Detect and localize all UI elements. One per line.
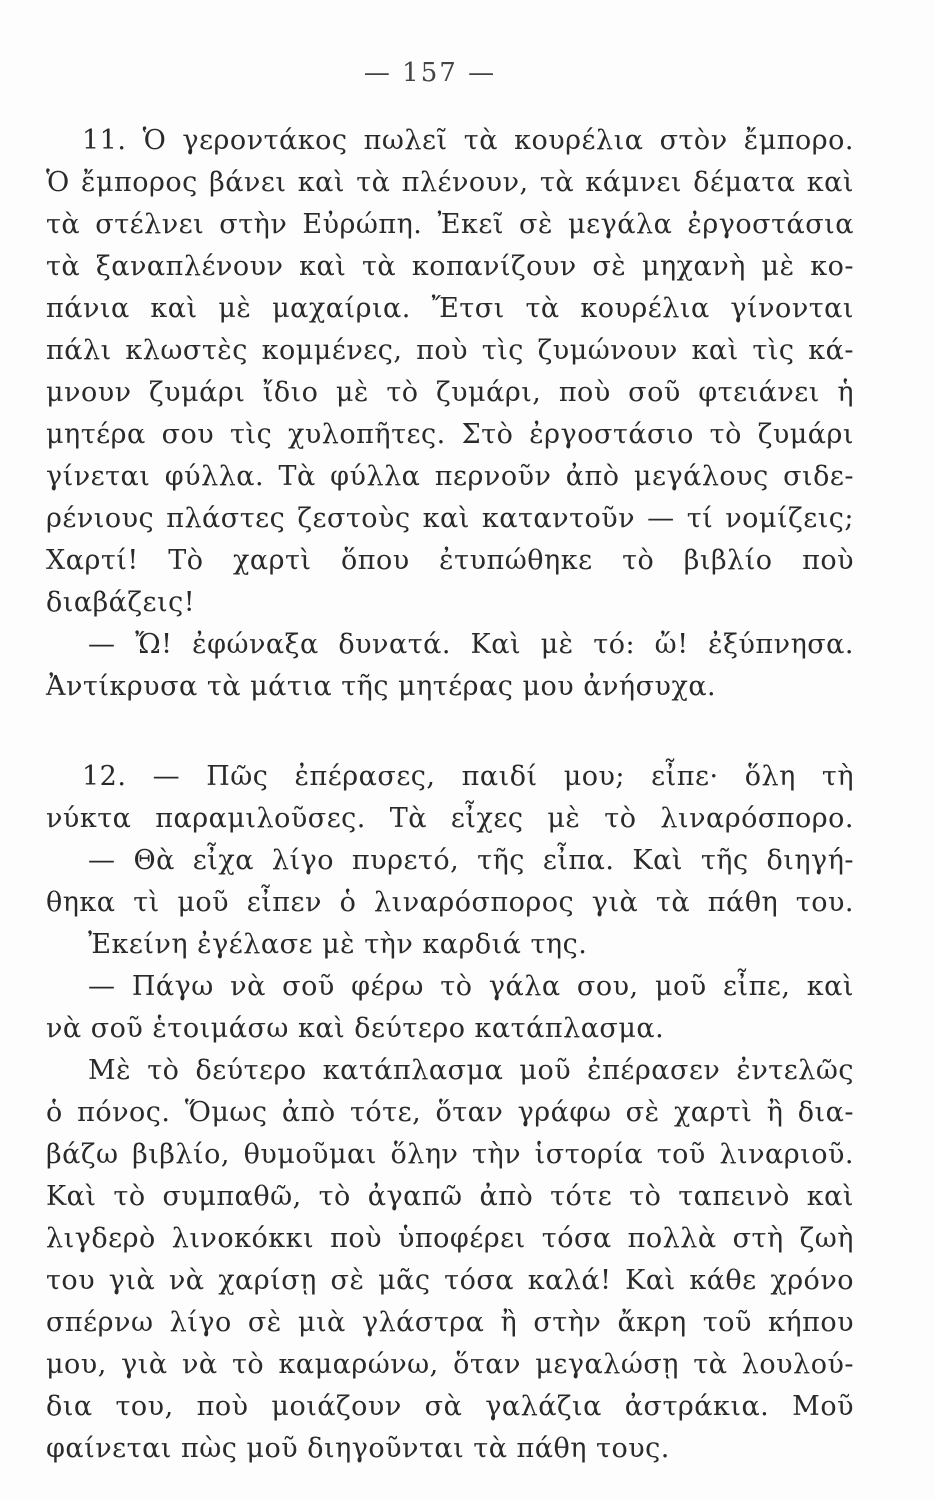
text-line: σπέρνω λίγο σὲ μιὰ γλάστρα ἢ στὴν ἄκρη τοῦ κήπου xyxy=(46,1307,854,1338)
text-line: Ἀντίκρυσα τὰ μάτια τῆς μητέρας μου ἀνήσυχα. xyxy=(46,671,717,702)
text-line: δια του, ποὺ μοιάζουν σὰ γαλάζια ἀστράκια. Μοῦ xyxy=(46,1391,854,1422)
section-11-text xyxy=(46,120,854,708)
text-line: πάλι κλωστὲς κομμένες, ποὺ τὶς ζυμώνουν καὶ τὶς κά- xyxy=(46,335,854,366)
text-line: — Θὰ εἶχα λίγο πυρετό, τῆς εἶπα. Καὶ τῆς διηγή- xyxy=(88,845,854,876)
text-line: πάνια καὶ μὲ μαχαίρια. Ἔτσι τὰ κουρέλια γίνονται xyxy=(46,293,854,324)
text-line: μητέρα σου τὶς χυλοπῆτες. Στὸ ἐργοστάσιο τὸ ζυμάρι xyxy=(46,419,854,450)
text-line: γίνεται φύλλα. Τὰ φύλλα περνοῦν ἀπὸ μεγάλους σιδε- xyxy=(46,461,854,492)
text-line: — Πάγω νὰ σοῦ φέρω τὸ γάλα σου, μοῦ εἶπε, καὶ xyxy=(88,971,854,1002)
text-line: μνουν ζυμάρι ἴδιο μὲ τὸ ζυμάρι, ποὺ σοῦ φτειάνει ἡ xyxy=(46,377,854,408)
text-line: Ἐκείνη ἐγέλασε μὲ τὴν καρδιά της. xyxy=(88,929,588,960)
text-line: ρένιους πλάστες ζεστοὺς καὶ καταντοῦν — τί νομίζεις; xyxy=(46,503,854,534)
text-line: ὁ πόνος. Ὅμως ἀπὸ τότε, ὅταν γράφω σὲ χαρτὶ ἢ δια- xyxy=(46,1097,854,1128)
text-line: — Ὤ! ἐφώναξα δυνατά. Καὶ μὲ τό: ὤ! ἐξύπνησα. xyxy=(88,629,854,660)
page-number: — 157 — xyxy=(363,58,497,88)
text-line: διαβάζεις! xyxy=(46,587,196,618)
text-line: 12. — Πῶς ἐπέρασες, παιδί μου; εἶπε· ὅλη τὴ xyxy=(82,761,854,792)
text-line: μου, γιὰ νὰ τὸ καμαρώνω, ὅταν μεγαλώσῃ τὰ λουλού- xyxy=(46,1349,854,1380)
text-line: νὰ σοῦ ἑτοιμάσω καὶ δεύτερο κατάπλασμα. xyxy=(46,1013,665,1044)
text-line: φαίνεται πὼς μοῦ διηγοῦνται τὰ πάθη τους. xyxy=(46,1433,670,1464)
text-line: Μὲ τὸ δεύτερο κατάπλασμα μοῦ ἐπέρασεν ἐντελῶς xyxy=(88,1055,854,1086)
text-line: Ὁ ἔμπορος βάνει καὶ τὰ πλένουν, τὰ κάμνει δέματα καὶ xyxy=(46,167,854,198)
text-line: Χαρτί! Τὸ χαρτὶ ὅπου ἐτυπώθηκε τὸ βιβλίο ποὺ xyxy=(46,545,854,576)
section-12-text xyxy=(46,756,854,1470)
text-line: τὰ ξαναπλένουν καὶ τὰ κοπανίζουν σὲ μηχανὴ μὲ κο- xyxy=(46,251,854,282)
text-line: τὰ στέλνει στὴν Εὐρώπη. Ἐκεῖ σὲ μεγάλα ἐργοστάσια xyxy=(46,209,854,240)
text-line: θηκα τὶ μοῦ εἶπεν ὁ λιναρόσπορος γιὰ τὰ πάθη του. xyxy=(46,887,854,918)
text-line: Καὶ τὸ συμπαθῶ, τὸ ἀγαπῶ ἀπὸ τότε τὸ ταπεινὸ καὶ xyxy=(46,1181,854,1212)
text-line: του γιὰ νὰ χαρίσῃ σὲ μᾶς τόσα καλά! Καὶ κάθε χρόνο xyxy=(46,1265,854,1296)
text-line: 11. Ὁ γεροντάκος πωλεῖ τὰ κουρέλια στὸν ἔμπορο. xyxy=(82,125,854,156)
text-line: νύκτα παραμιλοῦσες. Τὰ εἶχες μὲ τὸ λιναρόσπορο. xyxy=(46,803,854,834)
text-line: βάζω βιβλίο, θυμοῦμαι ὅλην τὴν ἱστορία τοῦ λιναριοῦ. xyxy=(46,1139,854,1170)
text-line: λιγδερὸ λινοκόκκι ποὺ ὑποφέρει τόσα πολλὰ στὴ ζωὴ xyxy=(46,1223,854,1254)
